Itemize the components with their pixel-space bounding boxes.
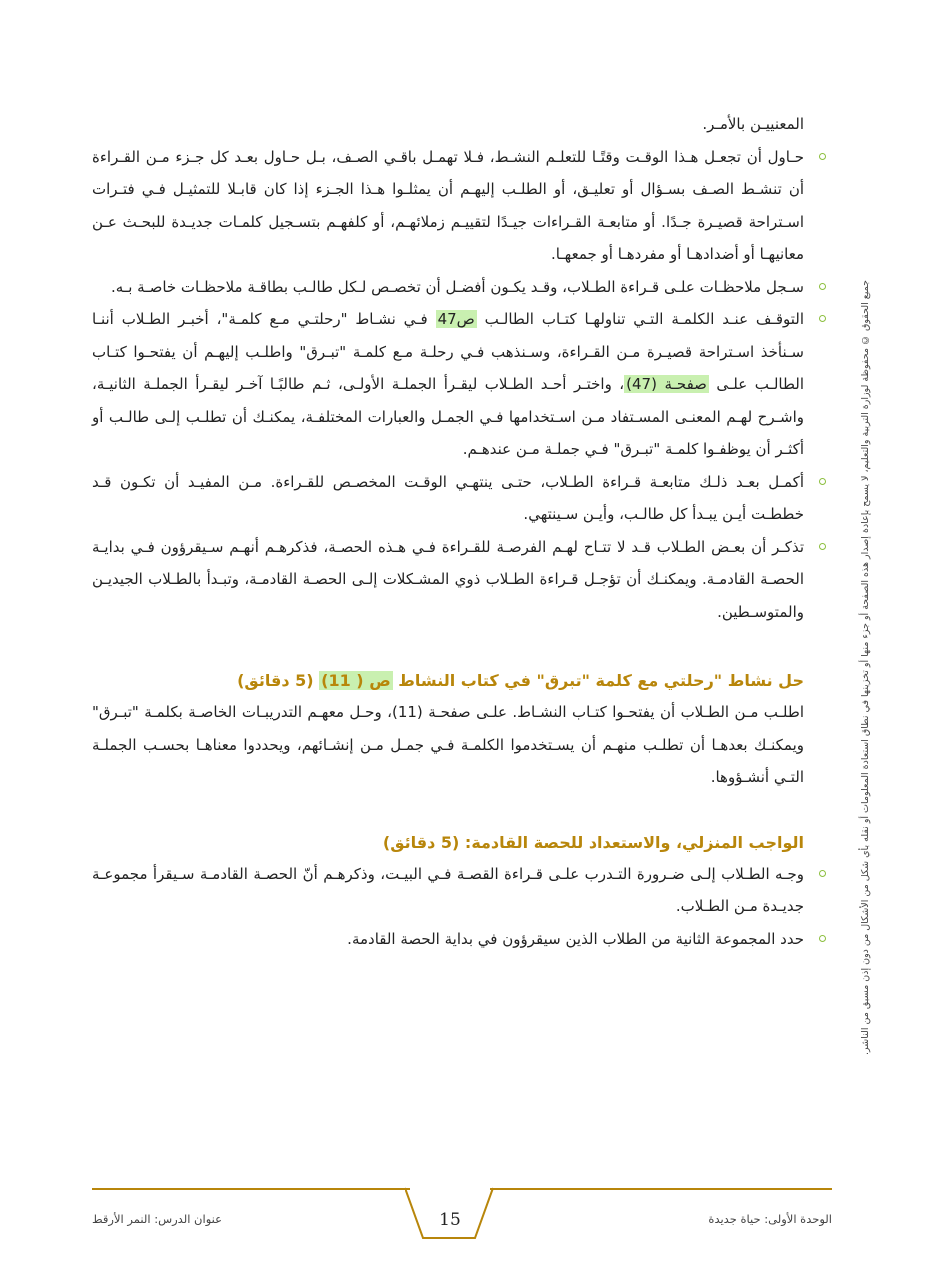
section3-bullet-list — [92, 858, 804, 956]
bullet-icon — [819, 870, 826, 877]
list-item: حدد المجموعة الثانية من الطلاب الذين سيقرؤون في بداية الحصة القادمة. — [92, 923, 804, 956]
bullet-icon — [819, 315, 826, 322]
page-reference: صفحـة (47) — [626, 375, 707, 393]
bullet-icon — [819, 543, 826, 550]
homework-heading: الواجب المنزلي، والاستعداد للحصة القادمة: (5 دقائق) — [382, 832, 804, 852]
copyright-side-note: جميع الحقوق © محفوظة لوزارة التربية والتعليم، لا يسمح بإعادة إصدار هذه الصفحة أو جزء منها أو تخزينها في نطاق استعادة المعلومات أو نقله بأي شكل من الأشكال من دون إذن مسبق من الناشر. — [860, 280, 871, 1056]
footer-unit-title: الوحدة الأولى: حياة جديدة — [708, 1212, 832, 1226]
list-item: وجـه الطـلاب إلـى ضـرورة التـدرب علـى قـراءة القصـة فـي البيـت، وذكرهـم أنّ الحصـة القادمـة سـيقرأ مجموعـة جديـدة مـن الطـلاب. — [92, 858, 804, 923]
section1-bullet-list — [92, 141, 804, 629]
intro-line: المعنييـن بالأمـر. — [702, 115, 804, 133]
list-item: تذكـر أن بعـض الطـلاب قـد لا تتـاح لهـم الفرصـة للقـراءة فـي هـذه الحصـة، فذكرهـم أنهـم سـيقرؤون فـي بدايـة الحصـة القادمـة. ويمكنـك أن تؤجـل قـراءة الطـلاب ذوي المشـكلات إلـى الحصـة القادمـة، وتبـدأ بالطـلاب الجيديـن والمتوسـطين. — [92, 531, 804, 629]
activity-heading: حل نشاط "رحلتي مع كلمة "تبرق" في كتاب النشاط ص ( 11) (5 دقائق) — [237, 671, 804, 690]
bullet-icon — [819, 935, 826, 942]
bullet-icon — [819, 283, 826, 290]
list-item: سـجل ملاحظـات علـى قـراءة الطـلاب، وقـد يكـون أفضـل أن تخصـص لـكل طالـب بطاقـة ملاحظـات خاصـة بـه. — [92, 271, 804, 304]
list-item: حـاول أن تجعـل هـذا الوقـت وقتًـا للتعلـم النشـط، فـلا تهمـل باقـي الصـف، بـل حـاول بعـد كل جـزء مـن القـراءة أن تنشـط الصـف بسـؤال أو تعليـق، أو الطلـب إليهـم أن يمثلـوا هـذا الجـزء إذا كان قابـلا للتمثيـل فـي فتـرات اسـتراحة قصيـرة جـدًا. أو متابعـة القـراءات جيـدًا لتقييـم زملائهـم، أو كلفهـم بتسـجيل كلمـات جديـدة للبحـث عـن معانيهـا أو أضدادهـا أو مفردهـا أو جمعهـا. — [92, 141, 804, 271]
footer-divider — [490, 1188, 832, 1190]
footer-lesson-title: عنوان الدرس: النمر الأرقط — [92, 1212, 222, 1226]
footer-divider — [92, 1188, 410, 1190]
page-number: 15 — [439, 1210, 461, 1230]
activity-body: اطلـب مـن الطـلاب أن يفتحـوا كتـاب النشـاط. علـى صفحـة (11)، وحـل معهـم التدريبـات الخاصـة بكلمـة "تبـرق" ويمكنـك بعدهـا أن تطلـب منهـم أن يسـتخدموا الكلمـة فـي جمـل مـن إنشـائهم، ويحددوا معناهـا بحسـب الجملـة التـي أنشـؤوها. — [92, 703, 804, 786]
page-body — [92, 108, 804, 955]
page-reference: ص ( 11) — [321, 671, 391, 690]
list-item: التوقـف عنـد الكلمـة التـي تناولهـا كتـاب الطالـب ص47 فـي نشـاط "رحلتـي مـع كلمـة"، أخبـر الطـلاب أننـا سـنأخذ اسـتراحة قصيـرة مـن القـراءة، وسـنذهب فـي رحلـة مـع كلمـة "تبـرق" واطلـب إليهـم أن يفتحـوا كتـاب الطالـب علـى صفحـة (47)، واختـر أحـد الطـلاب ليقـرأ الجملـة الأولـى، ثـم طالبًـا آخـر ليقـرأ الجملـة الثانيـة، واشـرح لهـم المعنـى المسـتفاد مـن اسـتخدامها فـي الجمـل والعبارات المختلفـة، يمكنـك أن تطلـب إلـى طالـب أو أكثـر أن يوظفـوا كلمـة "تبـرق" فـي جملـة مـن عندهـم. — [92, 303, 804, 466]
page-reference: ص47 — [437, 310, 475, 328]
list-item: أكمـل بعـد ذلـك متابعـة قـراءة الطـلاب، حتـى ينتهـي الوقـت المخصـص للقـراءة. مـن المفيـد أن تكـون قـد خططـت أيـن يبـدأ كل طالـب، وأيـن سـينتهي. — [92, 466, 804, 531]
bullet-icon — [819, 153, 826, 160]
bullet-icon — [819, 478, 826, 485]
